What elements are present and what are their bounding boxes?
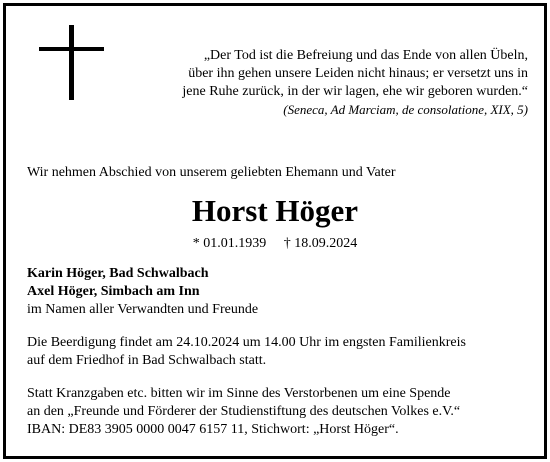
birth-date: * 01.01.1939 [192, 236, 267, 251]
funeral-line: auf dem Friedhof in Bad Schwalbach statt. [27, 353, 267, 368]
mourners-note: im Namen aller Verwandten und Freunde [27, 302, 259, 317]
donation-line: Statt Kranzgaben etc. bitten wir im Sinne des Verstorbenen um eine Spende [27, 386, 451, 401]
quote-block [108, 47, 528, 119]
funeral-line: Die Beerdigung findet am 24.10.2024 um 14.00 Uhr im engsten Familienkreis [27, 335, 466, 350]
deceased-name: Horst Höger [191, 193, 359, 228]
mourners-block [27, 265, 258, 319]
donation-iban: IBAN: DE83 3905 0000 0047 6157 11, Stichwort: „Horst Höger“. [27, 422, 399, 437]
donation-info [27, 385, 460, 439]
donation-line: an den „Freunde und Förderer der Studienstiftung des deutschen Volkes e.V.“ [27, 404, 461, 419]
death-date: † 18.09.2024 [283, 236, 358, 251]
life-dates [0, 235, 550, 253]
mourner-name: Karin Höger, Bad Schwalbach [27, 266, 209, 281]
quote-line: „Der Tod ist die Befreiung und das Ende von allen Übeln, [203, 48, 528, 63]
quote-line: jene Ruhe zurück, in der wir lagen, ehe wir geboren wurden.“ [182, 84, 528, 99]
cross-icon [39, 25, 104, 100]
intro-text: Wir nehmen Abschied von unserem geliebten Ehemann und Vater [27, 165, 396, 180]
quote-source: (Seneca, Ad Marciam, de consolatione, XIX, 5) [283, 102, 528, 117]
quote-line: über ihn gehen unsere Leiden nicht hinaus; er versetzt uns in [188, 66, 528, 81]
mourner-name: Axel Höger, Simbach am Inn [27, 284, 200, 299]
funeral-info [27, 334, 466, 370]
